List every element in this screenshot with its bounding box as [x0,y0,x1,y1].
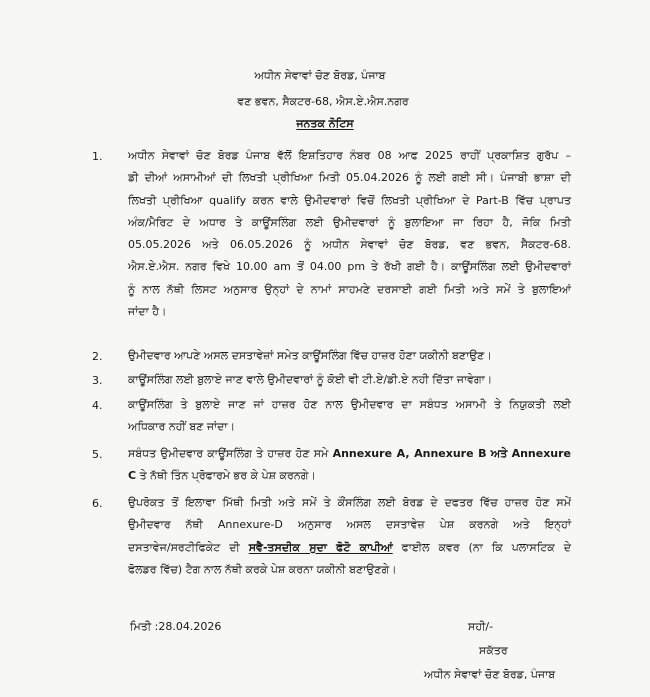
annexure-ab: Annexure A, Annexure B [332,447,487,460]
item-5-line [128,465,571,487]
item-1-line: ਅੰਕ/ਮੈਰਿਟ ਦੇ ਅਧਾਰ ਤੇ ਕਾਊਂਸਲਿੰਗ ਲਈ ਉਮੀਦਵਾਰਾਂ ਨੂੰ ਬੁਲਾਇਆ ਜਾ ਰਿਹਾ ਹੈ, ਜੋਕਿ ਮਿਤੀ [128,215,571,229]
item-5-text: ਤੇ ਨੱਥੀ ਤਿੰਨ ਪ੍ਰੋਫਾਰਮੇ ਭਰ ਕੇ ਪੇਸ਼ ਕਰਨਗੇ। [136,469,316,483]
item-1-line: ਨੂੰ ਨਾਲ ਨੱਥੀ ਲਿਸਟ ਅਨੁਸਾਰ ਉਨ੍ਹਾਂ ਦੇ ਨਾਮਾਂ ਸਾਹਮਣੇ ਦਰਸਾਈ ਗਈ ਮਿਤੀ ਅਤੇ ਸਮੇਂ ਤੇ ਬੁਲਾਇਆਂ [128,282,571,296]
item-number: 1. [92,150,103,163]
item-1-line: ਲਿਖਤੀ ਪ੍ਰੀਖਿਆ qualify ਕਰਨ ਵਾਲੇ ਉਮੀਦਵਾਰਾਂ ਵਿਚੋਂ ਲਿਖਤੀ ਪ੍ਰੀਖਿਆ ਦੇ Part-B ਵਿੱਚ ਪ੍ਰਾਪਤ [128,193,571,207]
item-5-line [128,443,571,465]
item-1-paragraph [128,145,571,323]
item-6-text: ਫਾਈਲ ਕਵਰ (ਨਾ ਕਿ ਪਲਾਸਟਿਕ ਦੇ [392,540,571,554]
signatory-org: ਅਧੀਨ ਸੇਵਾਵਾਂ ਚੋਣ ਬੋਰਡ, ਪੰਜਾਬ [424,668,556,681]
item-2-paragraph [128,345,571,367]
item-1-line: ਜਾਂਦਾ ਹੈ। [128,305,167,319]
item-number: 5. [92,448,103,461]
annexure-word: Annexure [511,447,572,460]
item-1-line: ਐਸ.ਏ.ਐਸ. ਨਗਰ ਵਿਖੇ 10.00 am ਤੋਂ 04.00 pm ਤੇ ਰੱਖੀ ਗਈ ਹੈ। ਕਾਊਂਸਲਿੰਗ ਲਈ ਉਮੀਦਵਾਰਾਂ [128,260,571,274]
item-6-line: ਉਪਰੋਕਤ ਤੋਂ ਇਲਾਵਾ ਮਿੱਥੀ ਮਿਤੀ ਅਤੇ ਸਮੇਂ ਤੇ ਕੌਂਸਲਿੰਗ ਲਈ ਬੋਰਡ ਦੇ ਦਫਤਰ ਵਿੱਚ ਹਾਜ਼ਰ ਹੋਣ ਸਮੇਂ [128,496,571,509]
item-5-text: ਸਬੰਧਤ ਉਮੀਦਵਾਰ ਕਾਊਂਸਲਿੰਗ ਤੇ ਹਾਜ਼ਰ ਹੋਣ ਸਮੇ [128,447,333,460]
org-name: ਅਧੀਨ ਸੇਵਾਵਾਂ ਚੋਣ ਬੋਰਡ, ਪੰਜਾਬ [254,69,386,82]
signature-mark: ਸਹੀ/- [468,620,494,633]
signatory-designation: ਸਕੱਤਰ [479,644,508,657]
item-number: 6. [92,497,103,510]
item-6-line: ਫੋਲਡਰ ਵਿੱਚ) ਟੈਗ ਨਾਲ ਨੱਥੀ ਕਰਕੇ ਪੇਸ਼ ਕਰਨਾ ਯਕੀਨੀ ਬਣਾਉਣਗੇ। [128,562,397,576]
item-1-line: ਅਧੀਨ ਸੇਵਾਵਾਂ ਚੋਣ ਬੋਰਡ ਪੰਜਾਬ ਵੱਲੋਂ ਇਸ਼ਤਿਹਾਰ ਨੰਬਰ 08 ਆਫ 2025 ਰਾਹੀਂ ਪ੍ਰਕਾਸ਼ਿਤ ਗੁਰੱਪ – [128,149,571,162]
item-4-paragraph [128,394,571,439]
annexure-c: C [128,469,137,483]
and-word: ਅਤੇ [490,447,508,460]
notice-date: ਮਿਤੀ :28.04.2026 [130,620,222,633]
item-6-line [128,537,571,559]
item-number: 2. [92,350,103,363]
self-attested-copies: ਸਵੈ-ਤਸਦੀਕ ਸੁਦਾ ਫੋਟੋ ਕਾਪੀਆਂ [248,540,393,554]
item-6-paragraph [128,492,571,581]
item-number: 4. [92,399,103,412]
item-4-line: ਕਾਊਂਸਲਿੰਗ ਤੇ ਬੁਲਾਏ ਜਾਣ ਜਾਂ ਹਾਜ਼ਰ ਹੋਣ ਨਾਲ ਉਮੀਦਵਾਰ ਦਾ ਸਬੰਧਤ ਅਸਾਮੀ ਤੇ ਨਿਯੁਕਤੀ ਲਈ [128,398,571,411]
item-4-line: ਅਧਿਕਾਰ ਨਹੀਂ ਬਣ ਜਾਂਦਾ। [128,420,235,434]
item-6-text: ਦਸਤਾਵੇਜ/ਸਰਟੀਫਿਕੇਟ ਦੀ [128,540,249,554]
notice-title-text: ਜਨਤਕ ਨੋਟਿਸ [296,117,354,130]
item-3-paragraph [128,369,571,391]
item-number: 3. [92,374,103,387]
notice-title [0,117,650,131]
org-address: ਵਣ ਭਵਨ, ਸੈਕਟਰ-68, ਐਸ.ਏ.ਐਸ.ਨਗਰ [237,95,409,108]
item-5-paragraph [128,443,571,488]
item-1-line: ਡੀ ਦੀਆਂ ਅਸਾਮੀਆਂ ਦੀ ਲਿਖਤੀ ਪ੍ਰੀਖਿਆ ਮਿਤੀ 05.04.2026 ਨੂੰ ਲਈ ਗਈ ਸੀ। ਪੰਜਾਬੀ ਭਾਸ਼ਾ ਦੀ [128,171,571,185]
item-3-line: ਕਾਊਂਸਲਿੰਗ ਲਈ ਬੁਲਾਏ ਜਾਣ ਵਾਲੇ ਉਮੀਦਵਾਰਾਂ ਨੂੰ ਕੋਈ ਵੀ ਟੀ.ਏ/ਡੀ.ਏ ਨਹੀ ਦਿੱਤਾ ਜਾਵੇਗਾ। [128,373,493,386]
item-1-line: 05.05.2026 ਅਤੇ 06.05.2026 ਨੂੰ ਅਧੀਨ ਸੇਵਾਵਾਂ ਚੋਣ ਬੋਰਡ, ਵਣ ਭਵਨ, ਸੈਕਟਰ-68. [128,238,571,252]
item-2-line: ਉਮੀਦਵਾਰ ਆਪਣੇ ਅਸਲ ਦਸਤਾਵੇਜ਼ਾਂ ਸਮੇਤ ਕਾਊਂਸਲਿੰਗ ਵਿੱਚ ਹਾਜ਼ਰ ਹੋਣਾ ਯਕੀਨੀ ਬਣਾਉਣ। [128,349,492,362]
item-6-line: ਉਮੀਦਵਾਰ ਨੱਥੀ Annexure-D ਅਨੁਸਾਰ ਅਸਲ ਦਸਤਾਵੇਜ਼ ਪੇਸ਼ ਕਰਨਗੇ ਅਤੇ ਇਨ੍ਹਾਂ [128,518,571,532]
